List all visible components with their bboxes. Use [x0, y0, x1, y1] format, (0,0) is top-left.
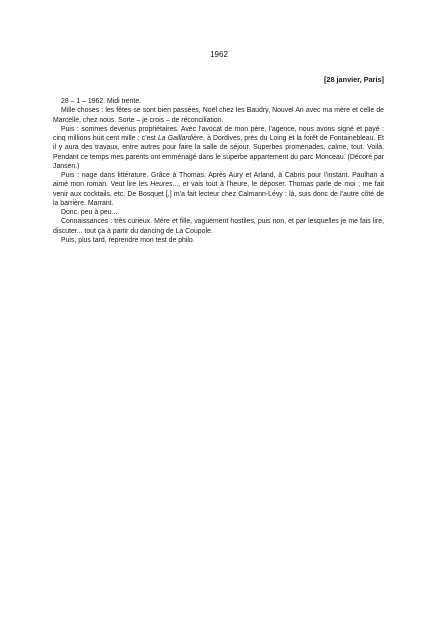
paragraph: Mille choses : les fêtes se sont bien passées, Noël chez les Baudry, Nouvel An avec ma mère et celle de Marcelle, chez nous. Sorte – je crois – de réconciliation.	[53, 107, 384, 124]
paragraph: Puis : nage dans littérature. Grâce à Thomas. Après Aury et Arland, à Cabris pour l’instant. Paulhan a aimé mon roman. Veut lire les Heures..., et vais tout à l’heure, le déposer. Thomas parle de moi ; me fait venir aux cocktails, etc. De Bosquet [,] m’a fait lecteur chez Calmann-Lévy : là, suis donc de l’autre côté de la barrière. Marrant.	[53, 172, 384, 207]
year-heading: 1962	[210, 50, 228, 59]
italic-title: La Gaillardière	[157, 135, 204, 142]
journal-body	[53, 97, 384, 245]
paragraph: Puis, plus tard, reprendre mon test de philo.	[61, 236, 195, 244]
paragraph: Donc, peu à peu...	[61, 209, 118, 216]
italic-title: Heures	[150, 181, 173, 189]
paragraph: Connaissances : très curieux. Mère et fille, vaguement hostiles, puis non, et par lesquelles je me fais lire, discuter... tout ça à partir du dancing de La Coupole.	[53, 218, 384, 235]
paragraph: Puis : sommes devenus propriétaires. Avec l’avocat de mon père, l’agence, nous avons signé et payé : cinq millions huit cent mille : c’est La Gaillardière, à Dordives, près du Loing et la forêt de Fontainebleau. Et il y aura des travaux, entre autres pour faire la salle de séjour. Superbes promenades, calme, tout. Voilà. Pendant ce temps mes parents ont emménagé dans le superbe appartement du parc Monceau. (Décoré par Jansen.)	[53, 125, 384, 170]
dateline: [28 janvier, Paris]	[323, 75, 384, 84]
paragraph: 28 – 1 – 1962. Midi trente.	[61, 98, 142, 105]
